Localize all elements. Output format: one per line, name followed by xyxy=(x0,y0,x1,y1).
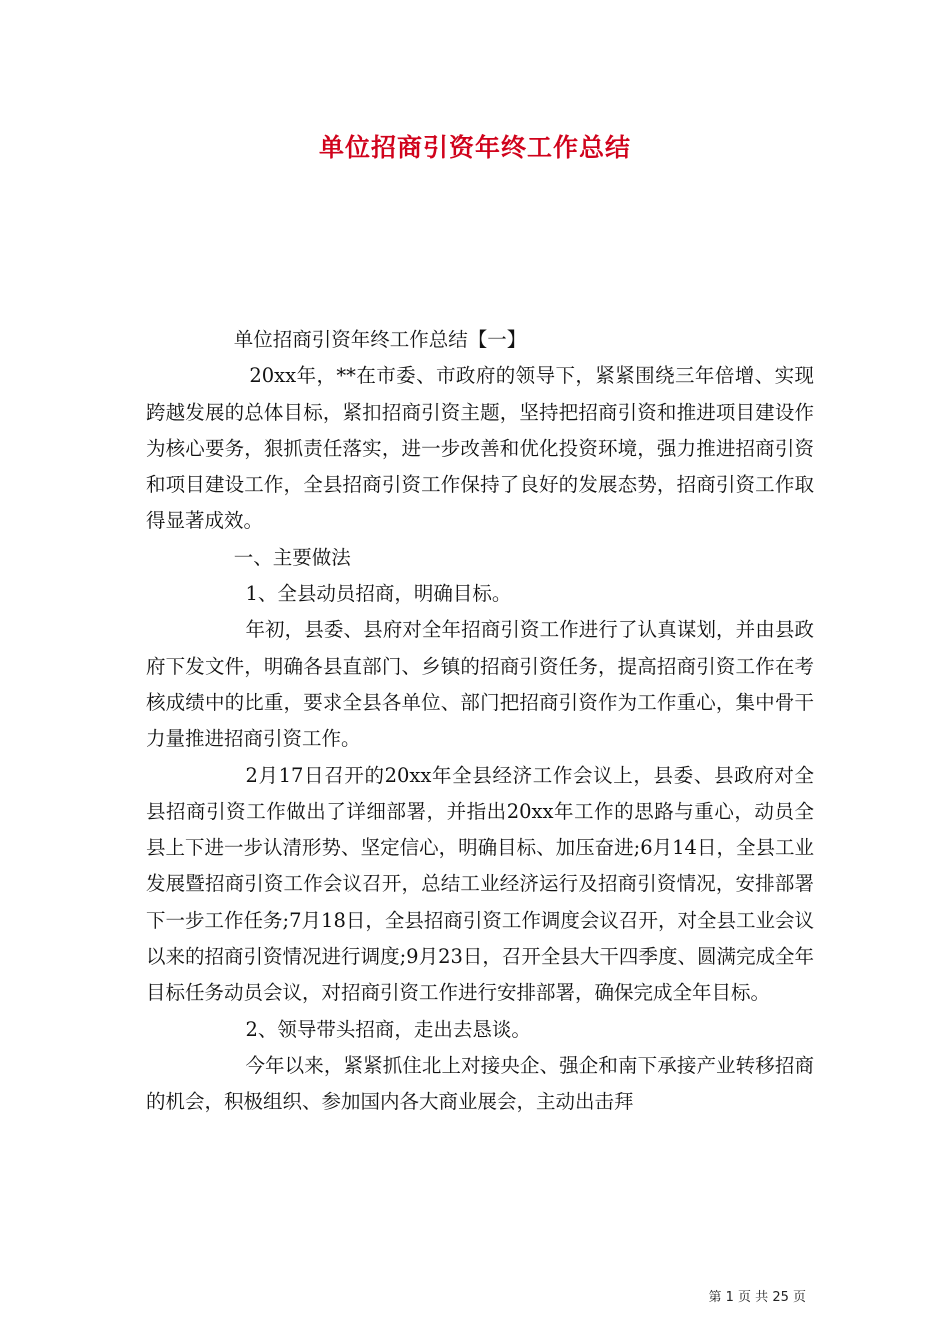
numbered-heading: 2、领导带头招商，走出去恳谈。 xyxy=(245,1017,531,1041)
document-title: 单位招商引资年终工作总结 xyxy=(318,133,631,162)
page-number-footer: 第 1 页 共 25 页 xyxy=(708,1290,806,1305)
numbered-heading: 1、全县动员招商，明确目标。 xyxy=(245,582,512,606)
paragraph: 2月17日召开的20xx年全县经济工作会议上，县委、县政府对全县招商引资工作做出了详细部署，并指出20xx年工作的思路与重心，动员全县上下进一步认清形势、坚定信心，明确目标、加压奋进;6月14日，全县工业发展暨招商引资工作会议召开，总结工业经济运行及招商引资情况，安排部署下一步工作任务;7月18日，全县招商引资工作调度会议召开，对全县工业会议以来的招商引资情况进行调度;9月23日，召开全县大干四季度、圆满完成全年目标任务动员会议，对招商引资工作进行安排部署，确保完成全年目标。 xyxy=(146,763,814,1005)
section-subheading: 一、主要做法 xyxy=(233,545,351,569)
paragraph: 今年以来，紧紧抓住北上对接央企、强企和南下承接产业转移招商的机会，积极组织、参加国内各大商业展会，主动出击拜 xyxy=(146,1053,814,1114)
section-heading: 单位招商引资年终工作总结【一】 xyxy=(233,328,527,351)
paragraph: 年初，县委、县府对全年招商引资工作进行了认真谋划，并由县政府下发文件，明确各县直部门、乡镇的招商引资任务，提高招商引资工作在考核成绩中的比重，要求全县各单位、部门把招商引资作为工作重心，集中骨干力量推进招商引资工作。 xyxy=(146,618,814,751)
document-body xyxy=(146,322,814,1121)
paragraph: 20xx年，**在市委、市政府的领导下，紧紧围绕三年倍增、实现跨越发展的总体目标，紧扣招商引资主题，坚持把招商引资和推进项目建设作为核心要务，狠抓责任落实，进一步改善和优化投资环境，强力推进招商引资和项目建设工作，全县招商引资工作保持了良好的发展态势，招商引资工作取得显著成效。 xyxy=(146,364,814,533)
